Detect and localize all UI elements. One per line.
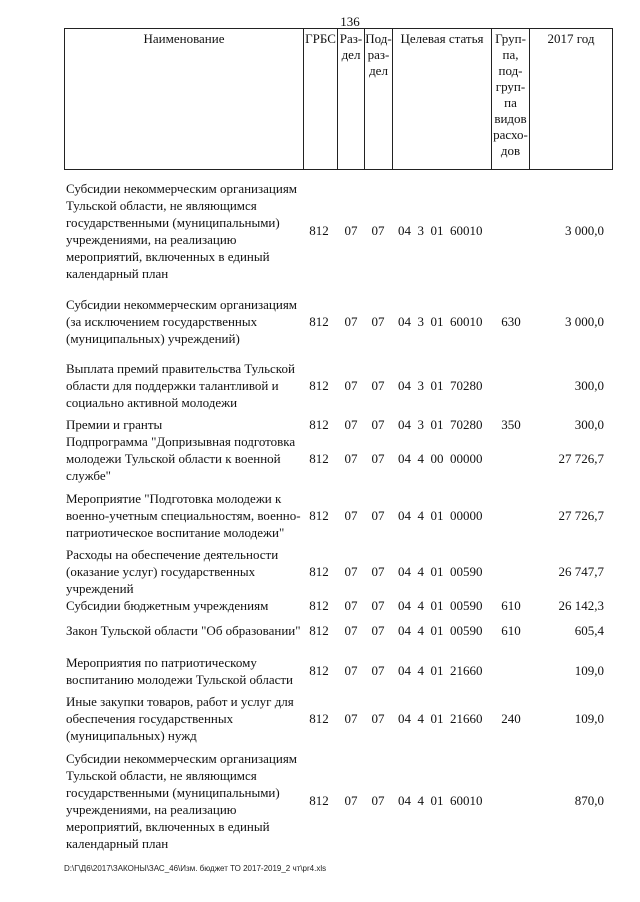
gruppa-cell: 240 — [501, 711, 521, 726]
podrazdel-cell: 07 — [371, 508, 385, 523]
header-razdel: Раз- дел — [338, 29, 365, 169]
grbs-cell: 812 — [309, 451, 329, 466]
podrazdel-cell: 07 — [371, 378, 385, 393]
podrazdel-cell: 07 — [371, 417, 385, 432]
header-gruppa: Груп- па, под- груп- па видов расхо- дов — [492, 29, 530, 169]
razdel-cell: 07 — [344, 711, 358, 726]
sum-cell: 27 726,7 — [558, 451, 604, 466]
podrazdel-cell: 07 — [371, 663, 385, 678]
gruppa-cell: 610 — [501, 623, 521, 638]
podrazdel-cell: 07 — [371, 598, 385, 613]
razdel-cell: 07 — [344, 598, 358, 613]
row-name: Закон Тульской области "Об образовании" — [66, 623, 301, 638]
sum-cell: 3 000,0 — [565, 314, 604, 329]
tselevaya-cell: 04 4 00 00000 — [398, 451, 483, 466]
sum-cell: 26 747,7 — [558, 564, 604, 579]
sum-cell: 3 000,0 — [565, 223, 604, 238]
grbs-cell: 812 — [309, 314, 329, 329]
grbs-cell: 812 — [309, 417, 329, 432]
sum-cell: 300,0 — [574, 378, 604, 393]
file-path-footer: D:\Г\Д6\2017\ЗАКОНЫ\ЗАС_46\Изм. бюджет ТО 2017-2019_2 чт\pr4.xls — [64, 864, 327, 873]
grbs-cell: 812 — [309, 564, 329, 579]
tselevaya-cell: 04 4 01 60010 — [398, 793, 483, 808]
tselevaya-cell: 04 4 01 21660 — [398, 663, 483, 678]
row-name: Мероприятие "Подготовка молодежи к военно-учетным специальностям, военно-патриотическое воспитание молодежи" — [66, 491, 301, 540]
sum-cell: 605,4 — [574, 623, 604, 638]
podrazdel-cell: 07 — [371, 564, 385, 579]
page-number: 136 — [340, 14, 360, 29]
gruppa-cell: 630 — [501, 314, 521, 329]
gruppa-cell: 350 — [501, 417, 521, 432]
sum-cell: 27 726,7 — [558, 508, 604, 523]
tselevaya-cell: 04 4 01 00000 — [398, 508, 483, 523]
row-name: Субсидии некоммерческим организациям Тульской области, не являющимся государственными (муниципальными) учреждениями, на реализацию мероприятий, включенных в единый календарный план — [66, 751, 298, 851]
tselevaya-cell: 04 3 01 60010 — [398, 314, 483, 329]
row-name: Субсидии бюджетным учреждениям — [66, 598, 269, 613]
razdel-cell: 07 — [344, 564, 358, 579]
podrazdel-cell: 07 — [371, 314, 385, 329]
sum-cell: 109,0 — [574, 663, 604, 678]
podrazdel-cell: 07 — [371, 793, 385, 808]
sum-cell: 26 142,3 — [558, 598, 604, 613]
tselevaya-cell: 04 4 01 21660 — [398, 711, 483, 726]
tselevaya-cell: 04 4 01 00590 — [398, 623, 483, 638]
razdel-cell: 07 — [344, 508, 358, 523]
header-grbs: ГРБС — [304, 29, 338, 169]
podrazdel-cell: 07 — [371, 623, 385, 638]
razdel-cell: 07 — [344, 314, 358, 329]
row-name: Субсидии некоммерческим организациям Тульской области, не являющимся государственными (муниципальными) учреждениями, на реализацию мероприятий, включенных в единый календарный план — [66, 181, 298, 281]
header-name: Наименование — [65, 29, 304, 169]
grbs-cell: 812 — [309, 663, 329, 678]
grbs-cell: 812 — [309, 508, 329, 523]
grbs-cell: 812 — [309, 711, 329, 726]
podrazdel-cell: 07 — [371, 711, 385, 726]
tselevaya-cell: 04 3 01 60010 — [398, 223, 483, 238]
row-name: Субсидии некоммерческим организациям (за исключением государственных (муниципальных) учреждений) — [66, 297, 298, 346]
tselevaya-cell: 04 3 01 70280 — [398, 417, 483, 432]
grbs-cell: 812 — [309, 223, 329, 238]
tselevaya-cell: 04 3 01 70280 — [398, 378, 483, 393]
row-name: Выплата премий правительства Тульской области для поддержки талантливой и социально активной молодежи — [66, 361, 295, 410]
grbs-cell: 812 — [309, 623, 329, 638]
row-name: Подпрограмма "Допризывная подготовка молодежи Тульской области к военной службе" — [66, 434, 296, 483]
razdel-cell: 07 — [344, 417, 358, 432]
sum-cell: 870,0 — [574, 793, 604, 808]
podrazdel-cell: 07 — [371, 451, 385, 466]
header-year: 2017 год — [547, 31, 595, 46]
row-name: Премии и гранты — [66, 417, 163, 432]
header-tselevaya: Целевая статья — [393, 29, 492, 169]
sum-cell: 300,0 — [574, 417, 604, 432]
row-name: Расходы на обеспечение деятельности (оказание услуг) государственных учреждений — [66, 547, 279, 596]
razdel-cell: 07 — [344, 378, 358, 393]
table-header — [64, 28, 613, 170]
row-name: Мероприятия по патриотическому воспитанию молодежи Тульской области — [66, 655, 294, 687]
grbs-cell: 812 — [309, 378, 329, 393]
sum-cell: 109,0 — [574, 711, 604, 726]
razdel-cell: 07 — [344, 451, 358, 466]
razdel-cell: 07 — [344, 793, 358, 808]
grbs-cell: 812 — [309, 598, 329, 613]
gruppa-cell: 610 — [501, 598, 521, 613]
row-name: Иные закупки товаров, работ и услуг для обеспечения государственных (муниципальных) нужд — [66, 694, 294, 743]
razdel-cell: 07 — [344, 663, 358, 678]
razdel-cell: 07 — [344, 223, 358, 238]
grbs-cell: 812 — [309, 793, 329, 808]
header-podrazdel: Под- раз- дел — [365, 29, 393, 169]
podrazdel-cell: 07 — [371, 223, 385, 238]
tselevaya-cell: 04 4 01 00590 — [398, 564, 483, 579]
tselevaya-cell: 04 4 01 00590 — [398, 598, 483, 613]
razdel-cell: 07 — [344, 623, 358, 638]
